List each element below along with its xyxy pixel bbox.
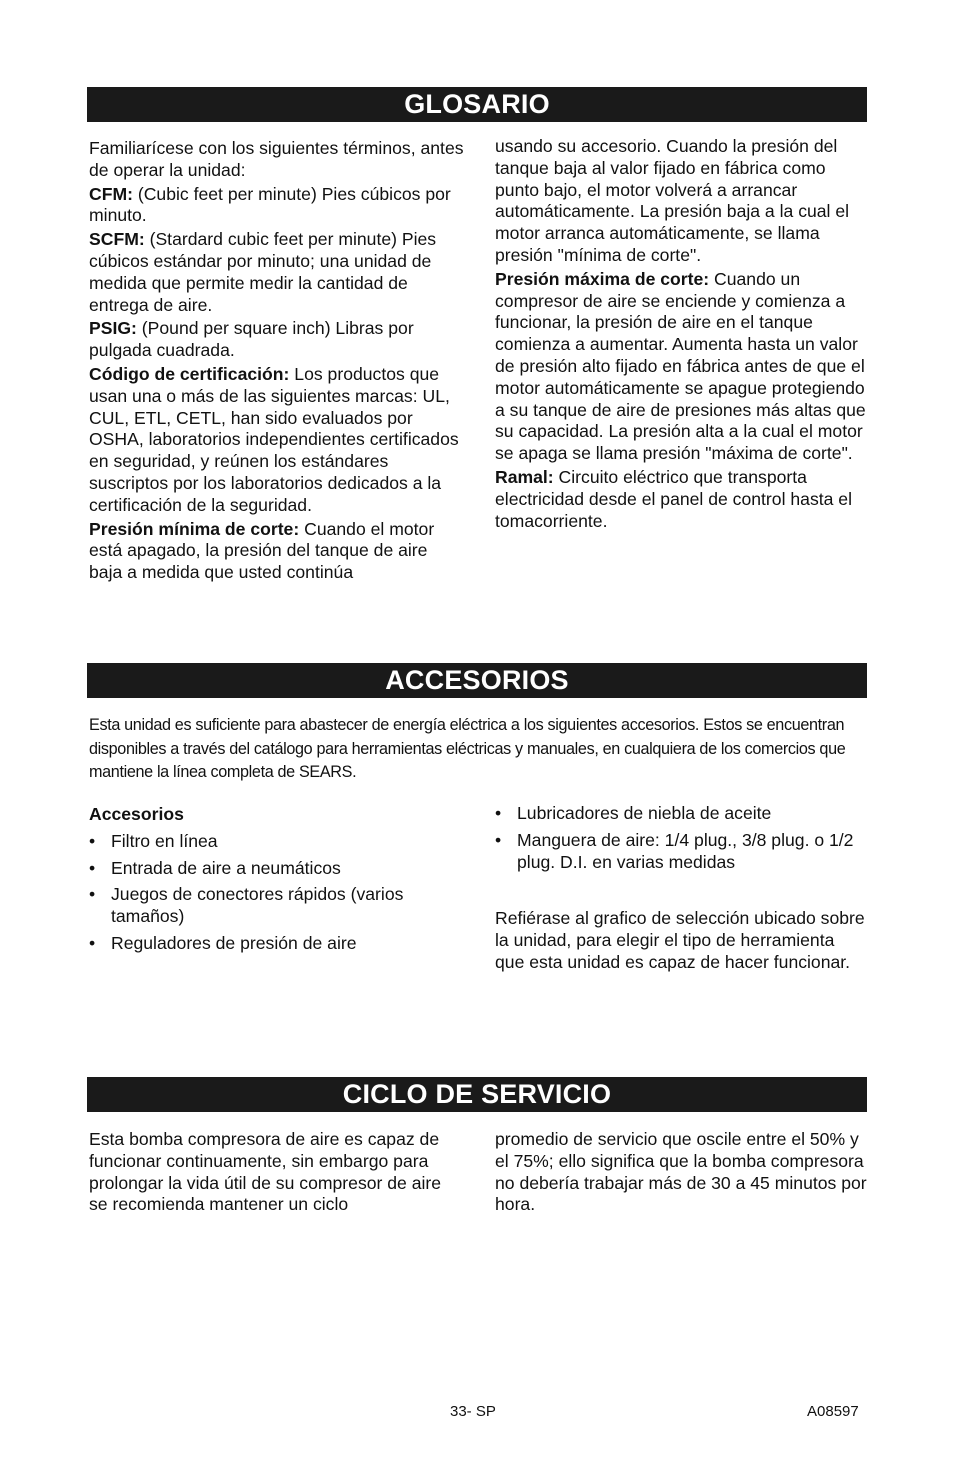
accesorios-intro: Esta unidad es suficiente para abastecer de energía eléctrica a los siguientes accesorios. Estos se encuentran disponibles a través del catálogo para herramientas eléctricas y manuales, en cualquiera de los comercios que mantiene la línea completa de SEARS. — [89, 716, 846, 781]
glosario-entry-cfm: CFM: (Cubic feet per minute) Pies cúbicos por minuto. — [89, 183, 451, 226]
bullet-icon: • — [89, 932, 96, 953]
list-item: • Filtro en línea — [89, 830, 218, 851]
glosario-continuation: usando su accesorio. Cuando la presión del tanque baja al valor fijado en fábrica como punto bajo, el motor volverá a arrancar automáticamente. La presión baja a la cual el motor arranca automáticamente, se llama presión "mínima de corte". — [495, 136, 850, 265]
bullet-icon: • — [495, 829, 502, 850]
page-number: 33- SP — [450, 1403, 496, 1420]
glosario-left-column — [89, 138, 464, 586]
glosario-entry-presion-maxima: Presión máxima de corte: Cuando un compresor de aire se enciende y comienza a funcionar, la presión de aire en el tanque comienza a aumentar. Aumenta hasta un valor de presión alto fijado en fábrica antes de que el motor automáticamente se apague protegiendo a su tanque de aire de presiones más altas que su capacidad. La presión alta a la cual el motor se apaga se llama presión "máxima de corte". — [495, 268, 866, 464]
glosario-entry-psig: PSIG: (Pound per square inch) Libras por pulgada cuadrada. — [89, 318, 414, 361]
bullet-icon: • — [89, 830, 96, 851]
list-item: • Manguera de aire: 1/4 plug., 3/8 plug. o 1/2 plug. D.I. en varias medidas — [495, 829, 854, 872]
ciclo-left-text: Esta bomba compresora de aire es capaz de funcionar continuamente, sin embargo para prolongar la vida útil de su compresor de aire se recomienda mantener un ciclo — [89, 1129, 442, 1215]
glosario-right-column — [495, 136, 867, 534]
bullet-icon: • — [495, 803, 502, 823]
glosario-entry-scfm: SCFM: (Stardard cubic feet per minute) Pies cúbicos estándar por minuto; una unidad de medida que permite medir la cantidad de entrega de aire. — [89, 229, 437, 315]
list-item: • Juegos de conectores rápidos (varios tamaños) — [89, 884, 404, 927]
accesorios-list-heading: Accesorios — [89, 804, 184, 824]
accesorios-note: Refiérase al grafico de selección ubicado sobre la unidad, para elegir el tipo de herramienta que esta unidad es capaz de hacer funcionar. — [495, 908, 865, 972]
list-item: • Reguladores de presión de aire — [89, 932, 357, 953]
glosario-entry-ramal: Ramal: Circuito eléctrico que transporta electricidad desde el panel de control hasta el tomacorriente. — [495, 466, 852, 531]
document-code: A08597 — [807, 1403, 859, 1420]
accesorios-left-list — [89, 804, 464, 960]
glosario-entry-presion-minima: Presión mínima de corte: Cuando el motor está apagado, la presión del tanque de aire baja a medida que usted continúa — [89, 518, 435, 583]
ciclo-heading: CICLO DE SERVICIO — [87, 1077, 867, 1112]
glosario-intro: Familiarícese con los siguientes términos, antes de operar la unidad: — [89, 138, 464, 180]
bullet-icon: • — [89, 884, 96, 905]
accesorios-heading: ACCESORIOS — [87, 663, 867, 698]
ciclo-right-text: promedio de servicio que oscile entre el 50% y el 75%; ello significa que la bomba compresora no debería trabajar más de 30 a 45 minutos por hora. — [495, 1129, 867, 1215]
list-item: • Entrada de aire a neumáticos — [89, 857, 341, 878]
accesorios-right-list — [495, 803, 867, 878]
glosario-entry-codigo: Código de certificación: Los productos que usan una o más de las siguientes marcas: UL, CUL, ETL, CETL, han sido evaluados por OSHA, laboratorios independientes certificados en seguridad, y reúnen los estándares suscriptos por los laboratorios dedicados a la certificación de la seguridad. — [89, 363, 459, 515]
glosario-heading: GLOSARIO — [87, 87, 867, 122]
bullet-icon: • — [89, 857, 96, 878]
list-item: • Lubricadores de niebla de aceite — [495, 803, 772, 823]
